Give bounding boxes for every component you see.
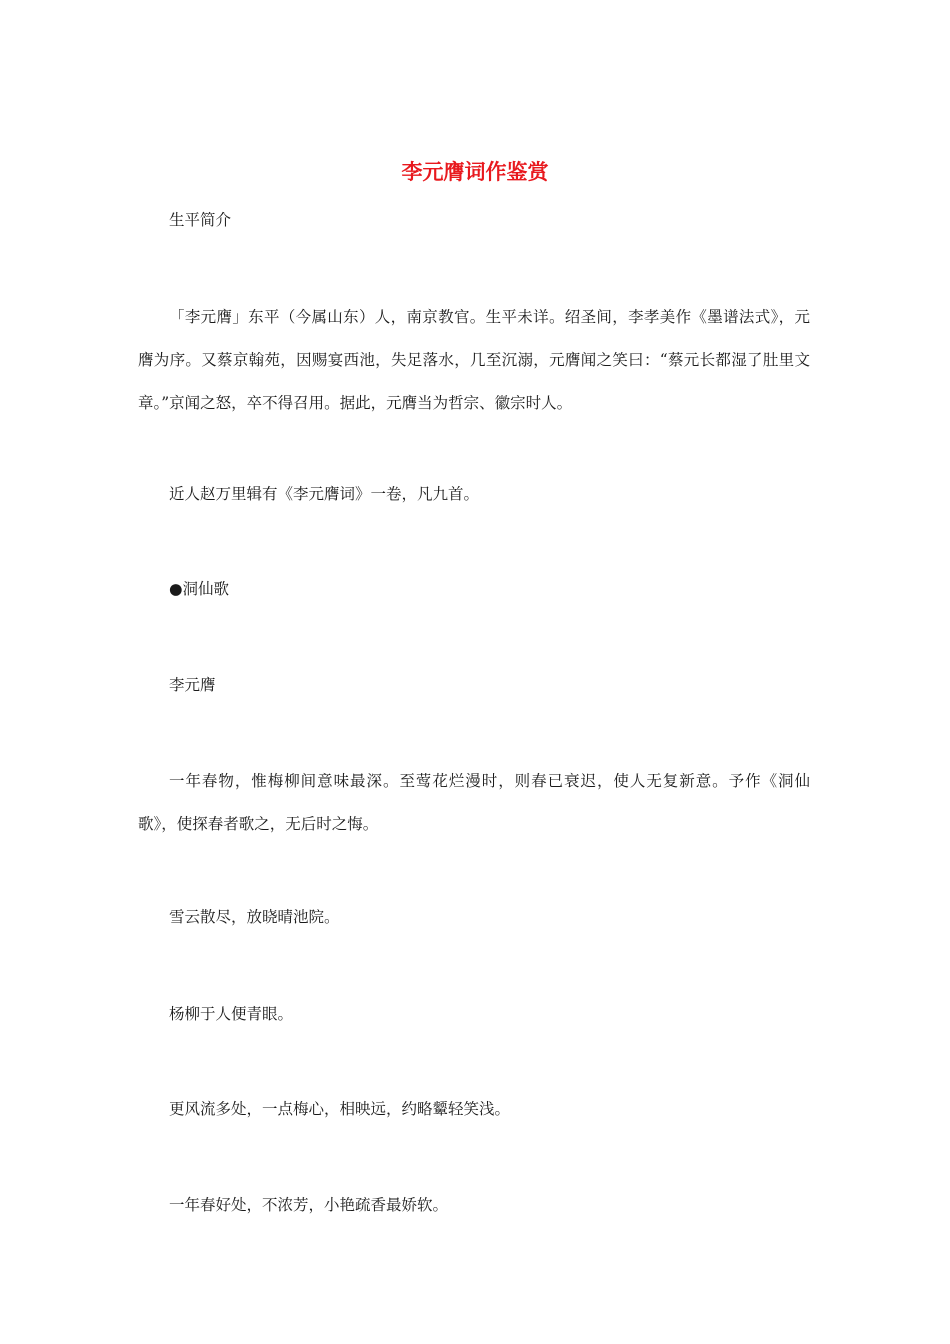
collection-note-paragraph: 近人赵万里辑有《李元膺词》一卷，凡九首。	[169, 485, 480, 503]
poem-line: 一年春好处，不浓芳，小艳疏香最娇软。	[169, 1196, 449, 1214]
poem-line: 更风流多处，一点梅心，相映远，约略颦轻笑浅。	[169, 1100, 511, 1118]
poem-title: ●洞仙歌	[169, 580, 230, 598]
document-title: 李元膺词作鉴赏	[401, 160, 549, 184]
biography-paragraph: 「李元膺」东平（今属山东）人，南京教官。生平未详。绍圣间，李孝美作《墨谱法式》，元膺为序。又蔡京翰苑，因赐宴西池，失足落水，几至沉溺，元膺闻之笑曰：“蔡元长都湿了肚里文章。”京闻之怒，卒不得召用。据此，元膺当为哲宗、徽宗时人。	[138, 308, 810, 412]
poem-preface-paragraph: 一年春物，惟梅柳间意味最深。至莺花烂漫时，则春已衰迟，使人无复新意。予作《洞仙歌》，使探春者歌之，无后时之悔。	[138, 772, 810, 833]
poem-line: 雪云散尽，放晓晴池院。	[169, 908, 340, 926]
poem-line: 杨柳于人便青眼。	[169, 1005, 294, 1023]
poem-author: 李元膺	[169, 676, 216, 694]
section-heading-biography: 生平简介	[169, 211, 232, 229]
